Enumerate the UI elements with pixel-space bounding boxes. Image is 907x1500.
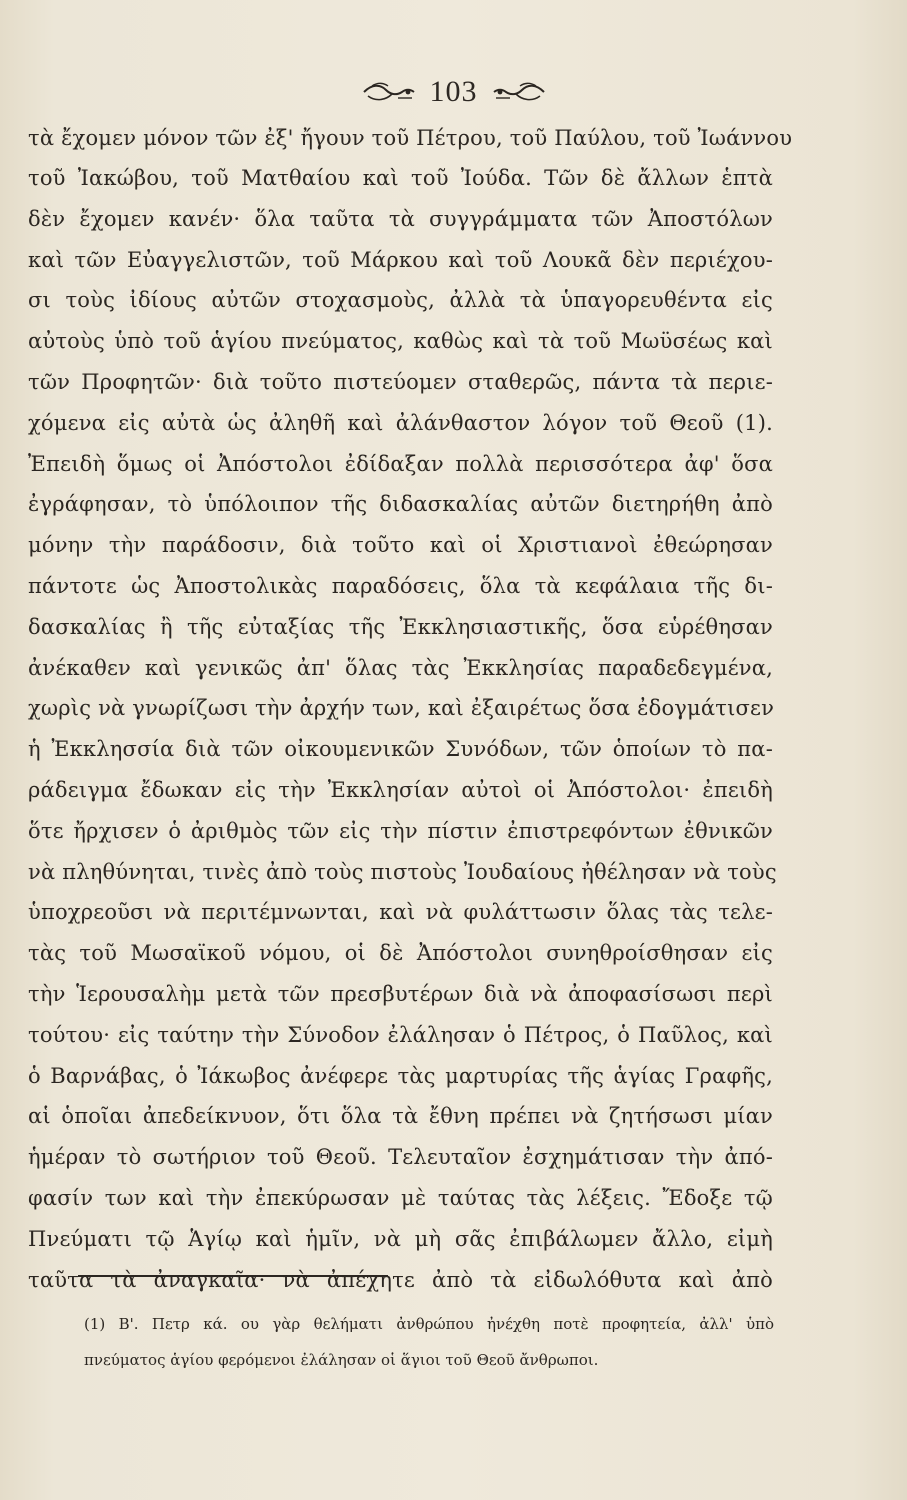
text-line: φασίν των καὶ τὴν ἐπεκύρωσαν μὲ ταύτας τὰς λέξεις. Ἔδοξε τῷ	[28, 1185, 773, 1210]
text-line: τῶν Προφητῶν· διὰ τοῦτο πιστεύομεν σταθερῶς, πάντα τὰ περιε-	[28, 369, 773, 394]
text-line: τὰς τοῦ Μωσαϊκοῦ νόμου, οἱ δὲ Ἀπόστολοι συνηθροίσθησαν εἰς	[28, 941, 773, 966]
text-line: Ἐπειδὴ ὅμως οἱ Ἀπόστολοι ἐδίδαξαν πολλὰ περισσότερα ἀφ' ὅσα	[28, 451, 773, 476]
text-line: χόμενα εἰς αὐτὰ ὡς ἀληθῆ καὶ ἀλάνθαστον λόγον τοῦ Θεοῦ (1).	[28, 410, 773, 435]
footnote-separator	[78, 1275, 388, 1277]
text-line: τὴν Ἱερουσαλὴμ μετὰ τῶν πρεσβυτέρων διὰ νὰ ἀποφασίσωσι περὶ	[28, 981, 773, 1006]
fleuron-left-icon	[362, 80, 416, 104]
text-line: ὁ Βαρνάβας, ὁ Ἰάκωβος ἀνέφερε τὰς μαρτυρίας τῆς ἁγίας Γραφῆς,	[28, 1063, 773, 1088]
text-line: νὰ πληθύνηται, τινὲς ἀπὸ τοὺς πιστοὺς Ἰουδαίους ἠθέλησαν νὰ τοὺς	[28, 859, 777, 884]
text-line: ταῦτα τὰ ἀναγκαῖα· νὰ ἀπέχητε ἀπὸ τὰ εἰδωλόθυτα καὶ ἀπὸ	[28, 1267, 773, 1292]
text-line: δὲν ἔχομεν κανέν· ὅλα ταῦτα τὰ συγγράμματα τῶν Ἀποστόλων	[28, 206, 773, 231]
footnote	[84, 1306, 774, 1378]
text-line: δασκαλίας ἢ τῆς εὐταξίας τῆς Ἐκκλησιαστικῆς, ὅσα εὑρέθησαν	[28, 614, 773, 639]
text-line: αὐτοὺς ὑπὸ τοῦ ἁγίου πνεύματος, καθὼς καὶ τὰ τοῦ Μωϋσέως καὶ	[28, 329, 773, 354]
text-line: τοῦ Ἰακώβου, τοῦ Ματθαίου καὶ τοῦ Ἰούδα. Τῶν δὲ ἄλλων ἑπτὰ	[28, 166, 773, 190]
text-line: ράδειγμα ἔδωκαν εἰς τὴν Ἐκκλησίαν αὐτοὶ οἱ Ἀπόστολοι· ἐπειδὴ	[28, 777, 773, 802]
text-line: ἡ Ἐκκλησσία διὰ τῶν οἰκουμενικῶν Συνόδων, τῶν ὁποίων τὸ πα-	[28, 737, 773, 762]
fleuron-right-icon	[492, 80, 546, 104]
text-line: πάντοτε ὡς Ἀποστολικὰς παραδόσεις, ὅλα τὰ κεφάλαια τῆς δι-	[28, 573, 773, 598]
text-line: σι τοὺς ἰδίους αὐτῶν στοχασμοὺς, ἀλλὰ τὰ ὑπαγορευθέντα εἰς	[28, 288, 773, 313]
text-line: καὶ τῶν Εὐαγγελιστῶν, τοῦ Μάρκου καὶ τοῦ Λουκᾶ δὲν περιέχου-	[28, 247, 773, 272]
text-line: ἡμέραν τὸ σωτήριον τοῦ Θεοῦ. Τελευταῖον ἐσχημάτισαν τὴν ἀπό-	[28, 1145, 773, 1170]
text-line: τούτου· εἰς ταύτην τὴν Σύνοδον ἐλάλησαν ὁ Πέτρος, ὁ Παῦλος, καὶ	[28, 1022, 773, 1047]
text-line: ἀνέκαθεν καὶ γενικῶς ἀπ' ὅλας τὰς Ἐκκλησίας παραδεδεγμένα,	[28, 655, 773, 680]
page-header	[0, 72, 907, 112]
text-line: ὑποχρεοῦσι νὰ περιτέμνωνται, καὶ νὰ φυλάττωσιν ὅλας τὰς τελε-	[28, 900, 773, 925]
footnote-line: πνεύματος ἁγίου φερόμενοι ἐλάλησαν οἱ ἅγιοι τοῦ Θεοῦ ἄνθρωποι.	[84, 1351, 599, 1369]
text-line: ἐγράφησαν, τὸ ὑπόλοιπον τῆς διδασκαλίας αὐτῶν διετηρήθη ἀπὸ	[28, 492, 773, 517]
text-line: μόνην τὴν παράδοσιν, διὰ τοῦτο καὶ οἱ Χριστιανοὶ ἐθεώρησαν	[28, 533, 773, 558]
footnote-line: (1) Β'. Πετρ κά. ου γὰρ θελήματι ἀνθρώπου ἠνέχθη ποτὲ προφητεία, ἀλλ' ὑπὸ	[84, 1315, 774, 1333]
text-line: ὅτε ἤρχισεν ὁ ἀριθμὸς τῶν εἰς τὴν πίστιν ἐπιστρεφόντων ἐθνικῶν	[28, 818, 773, 843]
page-number: 103	[429, 75, 478, 108]
body-text	[28, 118, 793, 1300]
text-line: τὰ ἔχομεν μόνον τῶν ἐξ' ἤγουν τοῦ Πέτρου, τοῦ Παύλου, τοῦ Ἰωάννου	[28, 126, 793, 150]
text-line: Πνεύματι τῷ Ἁγίῳ καὶ ἡμῖν, νὰ μὴ σᾶς ἐπιβάλωμεν ἄλλο, εἰμὴ	[28, 1226, 773, 1251]
text-line: χωρὶς νὰ γνωρίζωσι τὴν ἀρχήν των, καὶ ἐξαιρέτως ὅσα ἐδογμάτισεν	[28, 696, 775, 721]
text-line: αἱ ὁποῖαι ἀπεδείκνυον, ὅτι ὅλα τὰ ἔθνη πρέπει νὰ ζητήσωσι μίαν	[28, 1104, 773, 1129]
